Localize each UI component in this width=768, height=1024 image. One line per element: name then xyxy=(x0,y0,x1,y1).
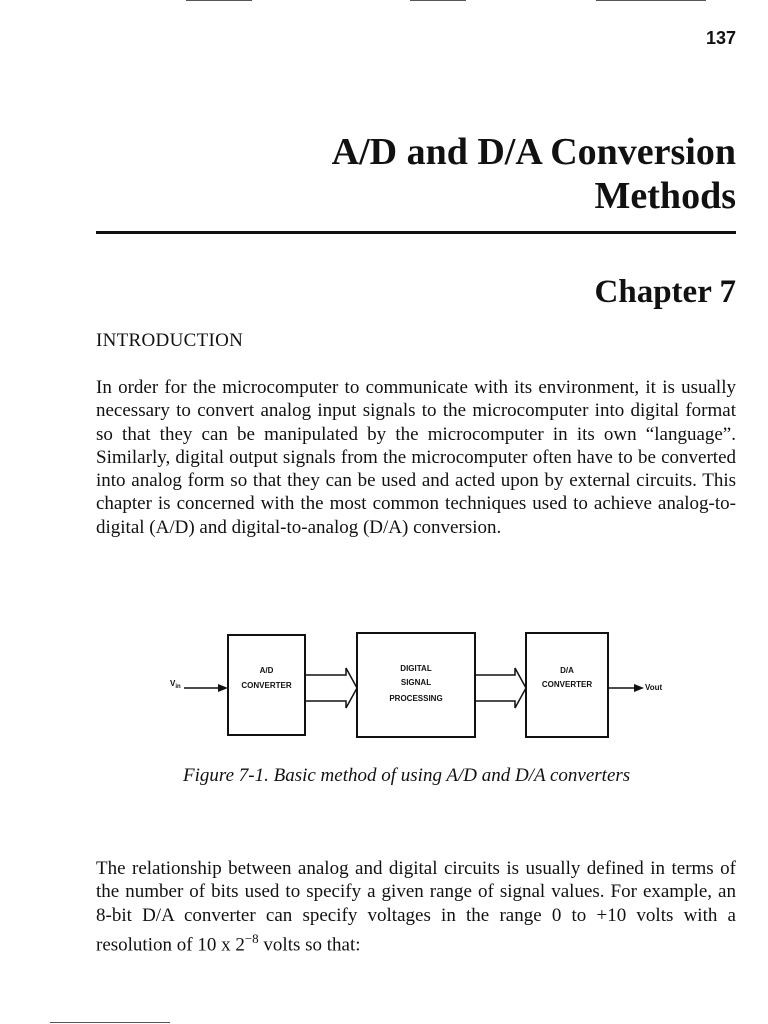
scan-artifact xyxy=(596,0,706,1)
dsp-block-label-1: DIGITAL xyxy=(400,664,432,673)
chapter-label: Chapter 7 xyxy=(594,274,736,310)
conversion-block-diagram xyxy=(160,625,690,740)
figure-caption-text: Basic method of using A/D and D/A converters xyxy=(273,765,631,786)
figure-number: Figure 7-1. xyxy=(183,765,269,786)
paragraph-introduction: In order for the microcomputer to communicate with its environment, it is usually necessary to convert analog input signals to the microcomputer into digital format so that they can be manipulated by the microcomputer in its own “language”. Similarly, digital output signals from the microcomputer often have to be converted into analog form so that they can be used and acted upon by external circuits. This chapter is concerned with the most common techniques used to achieve analog-to-digital (A/D) and digital-to-analog (D/A) conversion. xyxy=(96,377,736,538)
exponent: −8 xyxy=(244,930,259,946)
ad-block-label-2: CONVERTER xyxy=(241,681,292,690)
output-arrowhead xyxy=(634,684,644,692)
da-block-label-1: D/A xyxy=(560,666,574,675)
ad-block-label-1: A/D xyxy=(259,666,274,675)
scan-artifact xyxy=(410,0,466,1)
bus-arrow-2 xyxy=(475,668,526,708)
figure-caption xyxy=(183,764,703,787)
title-rule xyxy=(96,231,736,234)
output-label: Vout xyxy=(645,683,663,692)
dsp-block-label-2: SIGNAL xyxy=(400,678,432,687)
chapter-title-line2: Methods xyxy=(594,175,736,217)
page-number: 137 xyxy=(705,28,736,48)
paragraph-resolution xyxy=(96,857,736,957)
paragraph-resolution-text: The relationship between analog and digital circuits is usually defined in terms of the number of bits used to specify a given range of signal values. For example, an 8-bit D/A converter can specify voltages in the range 0 to +10 volts with a resolution of 10 x 2 xyxy=(96,858,736,956)
chapter-title xyxy=(116,130,736,218)
scan-artifact xyxy=(50,1022,170,1023)
input-arrowhead xyxy=(218,684,228,692)
scan-artifact xyxy=(186,0,252,1)
dsp-block-label-3: PROCESSING xyxy=(389,694,443,703)
paragraph-resolution-end: volts so that: xyxy=(258,934,361,956)
bus-arrow-1 xyxy=(305,668,357,708)
section-heading: INTRODUCTION xyxy=(96,330,244,351)
chapter-title-line1: A/D and D/A Conversion xyxy=(331,131,736,173)
da-block-label-2: CONVERTER xyxy=(541,680,593,689)
input-label: $V_{in}$ xyxy=(170,679,181,690)
